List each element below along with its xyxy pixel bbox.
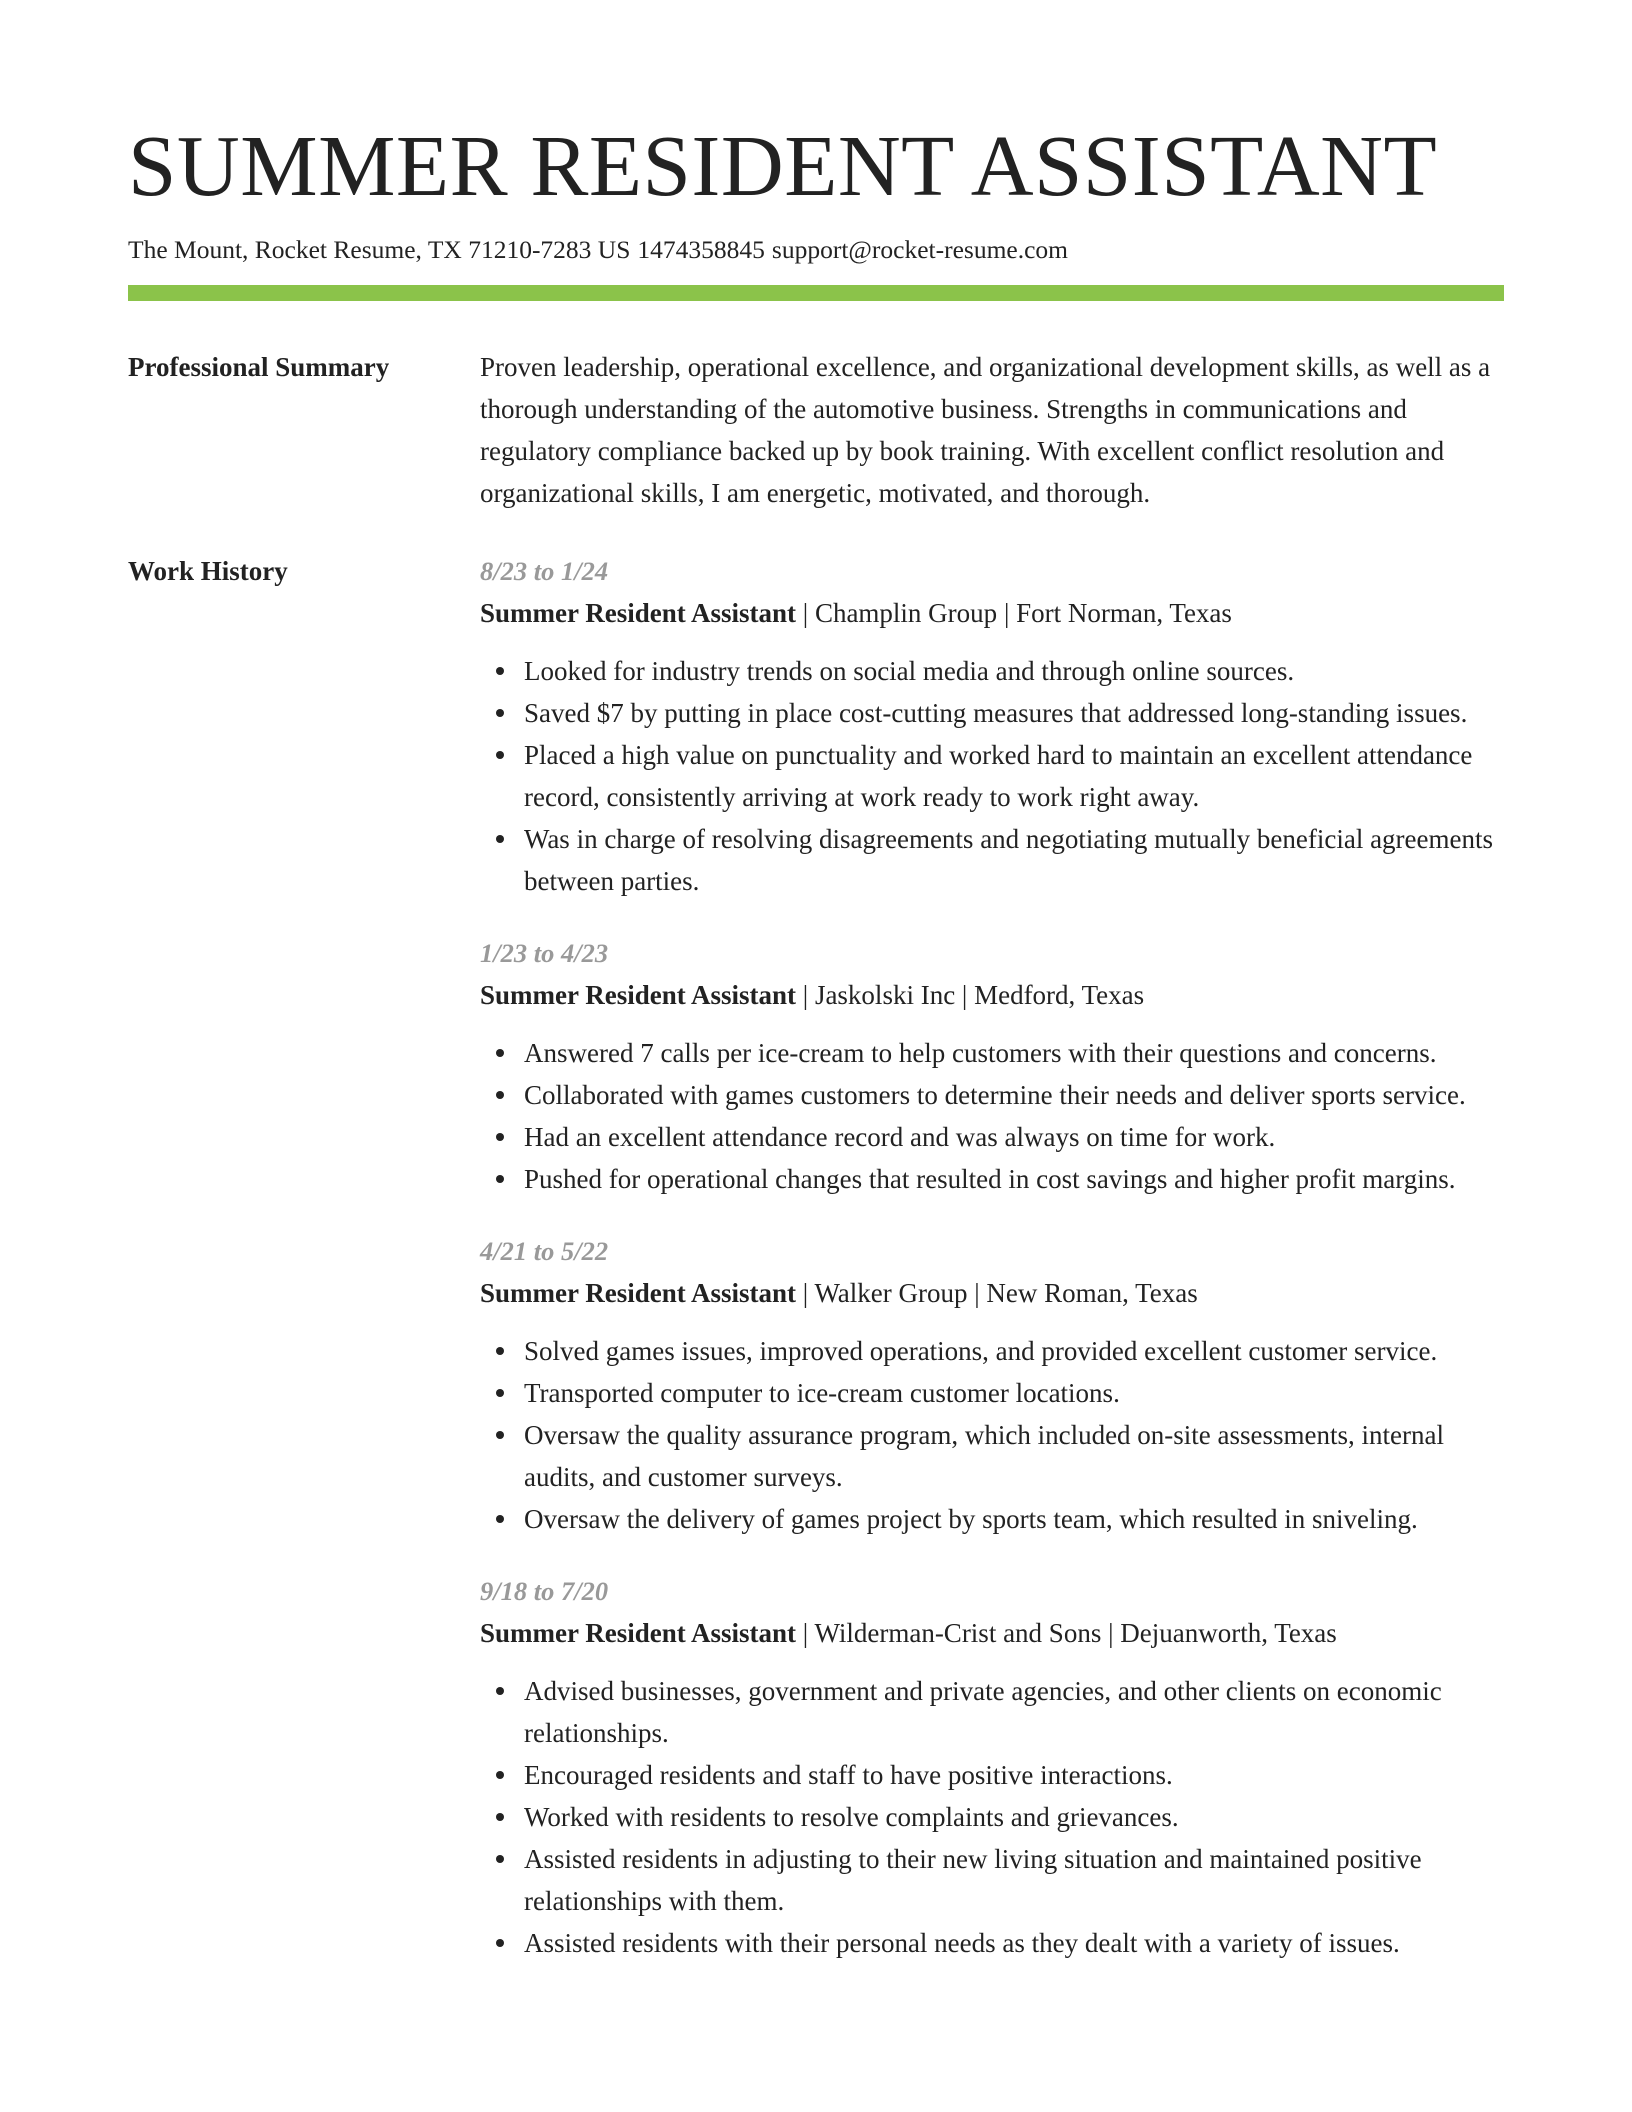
separator: |: [997, 598, 1017, 628]
job-bullet: Saved $7 by putting in place cost-cutting measures that addressed long-standing issues.: [480, 692, 1510, 734]
job-bullet: Advised businesses, government and private agencies, and other clients on economic relationships.: [480, 1670, 1510, 1754]
job-bullet: Assisted residents with their personal needs as they dealt with a variety of issues.: [480, 1922, 1510, 1964]
job-bullet: Oversaw the delivery of games project by sports team, which resulted in sniveling.: [480, 1498, 1510, 1540]
job-bullet: Placed a high value on punctuality and worked hard to maintain an excellent attendance record, consistently arriving at work ready to work right away.: [480, 734, 1510, 818]
job-bullet: Assisted residents in adjusting to their new living situation and maintained positive relationships with them.: [480, 1838, 1510, 1922]
job-role-line: [480, 592, 1510, 634]
job-bullet: Had an excellent attendance record and was always on time for work.: [480, 1116, 1510, 1158]
job-bullet-list: [480, 1670, 1510, 1964]
job-bullet: Looked for industry trends on social media and through online sources.: [480, 650, 1510, 692]
job-bullet: Was in charge of resolving disagreements and negotiating mutually beneficial agreements between parties.: [480, 818, 1510, 902]
summary-heading: Professional Summary: [128, 352, 390, 382]
contact-address: The Mount, Rocket Resume, TX 71210-7283 US: [128, 235, 631, 264]
job-bullet: Encouraged residents and staff to have positive interactions.: [480, 1754, 1510, 1796]
job-location: New Roman, Texas: [986, 1278, 1198, 1308]
job-bullet: Oversaw the quality assurance program, which included on-site assessments, internal audits, and customer surveys.: [480, 1414, 1510, 1498]
job-entry: [480, 1230, 1510, 1540]
separator: |: [796, 598, 815, 628]
job-bullet: Transported computer to ice-cream customer locations.: [480, 1372, 1510, 1414]
job-company: Wilderman-Crist and Sons: [814, 1618, 1102, 1648]
resume-title: SUMMER RESIDENT ASSISTANT: [128, 117, 1438, 214]
job-bullet-list: [480, 1330, 1510, 1540]
job-company: Champlin Group: [814, 598, 998, 628]
job-role-line: [480, 1612, 1510, 1654]
job-entry: [480, 1570, 1510, 1964]
job-title: Summer Resident Assistant: [480, 980, 797, 1010]
job-entry: [480, 932, 1510, 1200]
job-company: Walker Group: [814, 1278, 968, 1308]
job-bullet-list: [480, 1032, 1510, 1200]
job-location: Fort Norman, Texas: [1016, 598, 1232, 628]
job-bullet-list: [480, 650, 1510, 902]
job-list: [480, 550, 1510, 1994]
contact-email[interactable]: support@rocket-resume.com: [771, 235, 1069, 264]
contact-phone: 1474358845: [637, 235, 765, 264]
job-entry: [480, 550, 1510, 902]
header-divider: [128, 285, 1504, 301]
job-bullet: Pushed for operational changes that resulted in cost savings and higher profit margins.: [480, 1158, 1510, 1200]
job-location: Medford, Texas: [974, 980, 1145, 1010]
job-location: Dejuanworth, Texas: [1120, 1618, 1337, 1648]
job-dates: 9/18 to 7/20: [480, 1576, 609, 1606]
job-title: Summer Resident Assistant: [480, 1278, 797, 1308]
job-dates: 8/23 to 1/24: [480, 556, 609, 586]
job-title: Summer Resident Assistant: [480, 598, 797, 628]
job-role-line: [480, 1272, 1510, 1314]
job-bullet: Solved games issues, improved operations, and provided excellent customer service.: [480, 1330, 1510, 1372]
job-bullet: Worked with residents to resolve complaints and grievances.: [480, 1796, 1510, 1838]
contact-line: [128, 233, 1068, 267]
separator: |: [796, 980, 815, 1010]
separator: |: [1101, 1618, 1121, 1648]
job-bullet: Answered 7 calls per ice-cream to help customers with their questions and concerns.: [480, 1032, 1510, 1074]
work-history-heading: Work History: [128, 556, 288, 586]
summary-text: Proven leadership, operational excellence, and organizational development skills, as well as a thorough understanding of the automotive business. Strengths in communications and regulatory compliance backed up by book training. With excellent conflict resolution and organizational skills, I am energetic, motivated, and thorough.: [480, 352, 1491, 508]
separator: |: [796, 1618, 815, 1648]
job-dates: 4/21 to 5/22: [480, 1236, 609, 1266]
separator: |: [967, 1278, 987, 1308]
separator: |: [955, 980, 975, 1010]
job-company: Jaskolski Inc: [814, 980, 956, 1010]
separator: |: [796, 1278, 815, 1308]
job-bullet: Collaborated with games customers to determine their needs and deliver sports service.: [480, 1074, 1510, 1116]
job-dates: 1/23 to 4/23: [480, 938, 609, 968]
job-role-line: [480, 974, 1510, 1016]
job-title: Summer Resident Assistant: [480, 1618, 797, 1648]
